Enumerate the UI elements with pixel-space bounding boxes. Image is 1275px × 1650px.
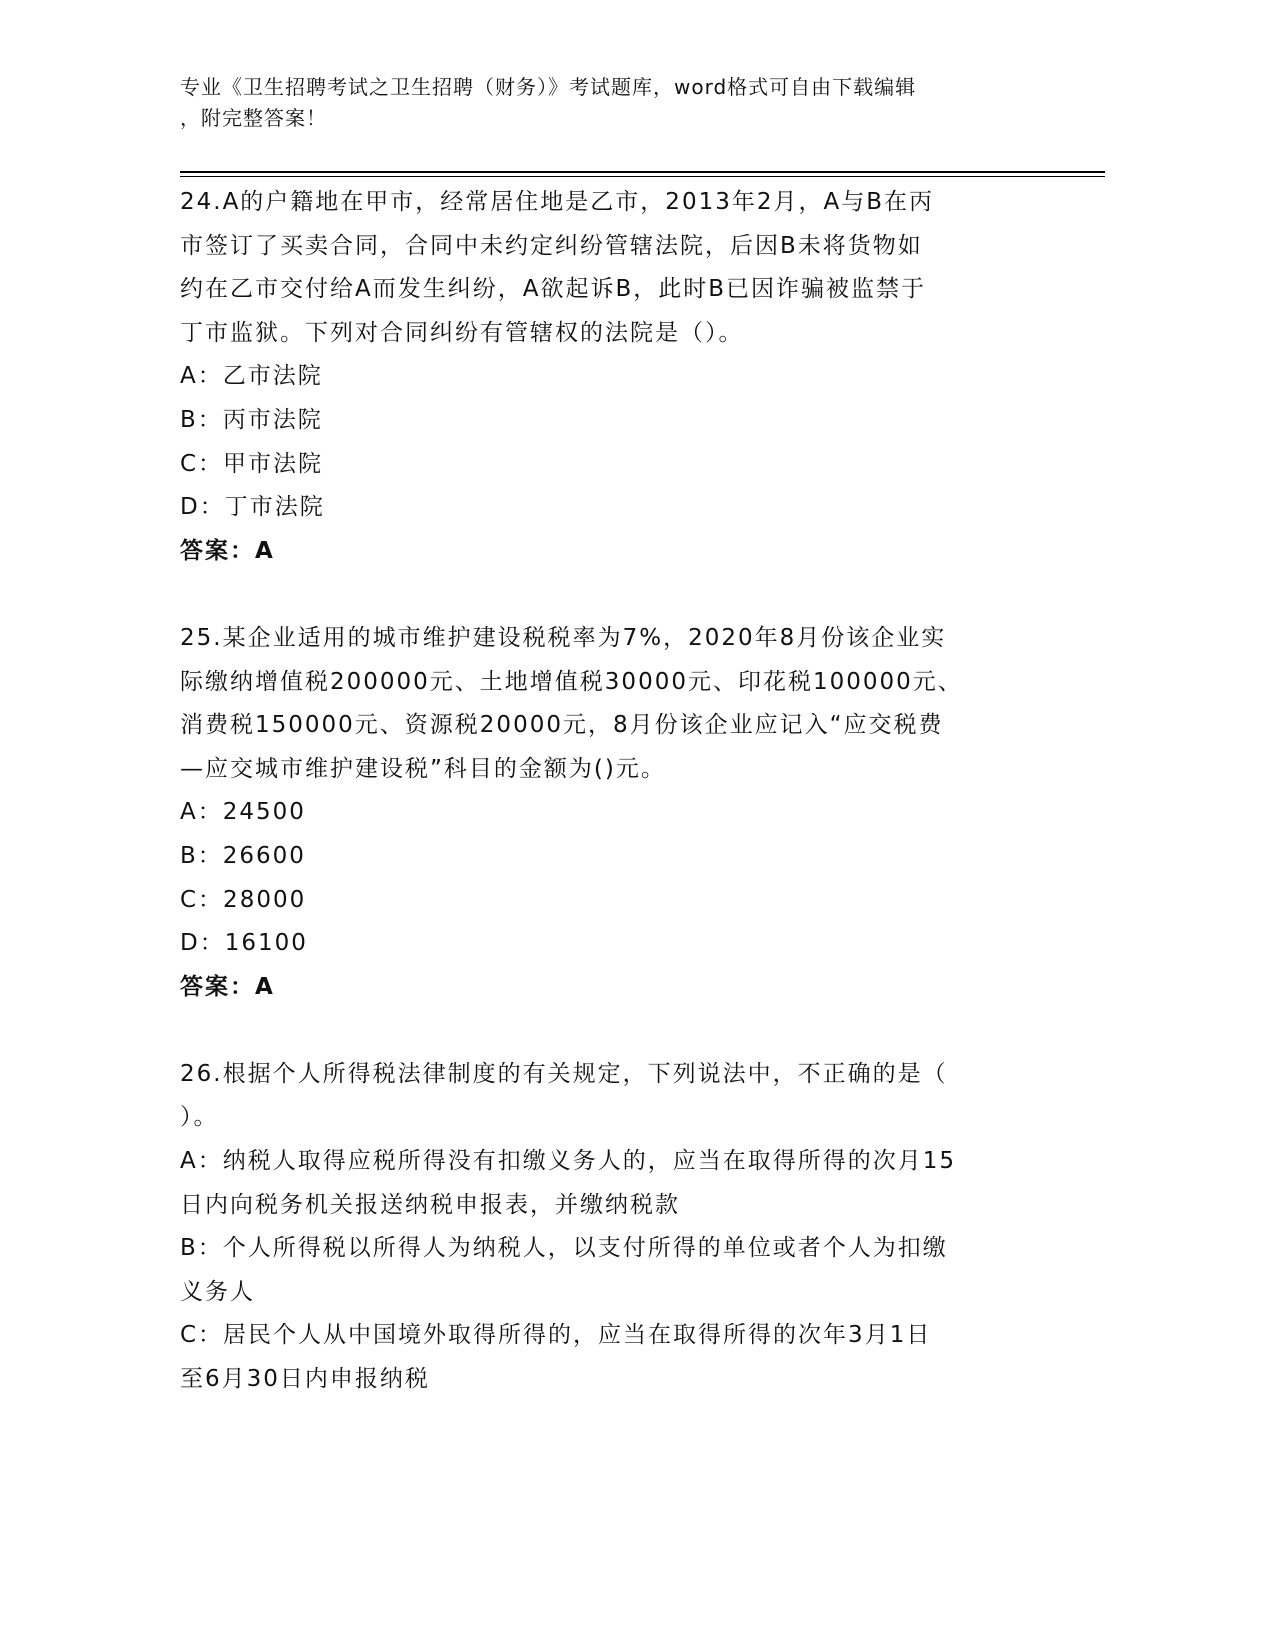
option-line: A：纳税人取得应税所得没有扣缴义务人的，应当在取得所得的次月15 (180, 1148, 957, 1175)
option-line: B：26600 (180, 842, 306, 869)
option-line: D：16100 (180, 930, 308, 957)
option-line: 义务人 (180, 1278, 255, 1305)
question-stem-line: —应交城市维护建设税”科目的金额为()元。 (180, 755, 666, 782)
question-24 (180, 181, 1080, 573)
question-stem-line: ）。 (180, 1104, 219, 1131)
option-line: C：28000 (180, 886, 307, 913)
question-stem-line: 24.A的户籍地在甲市，经常居住地是乙市，2013年2月，A与B在丙 (180, 189, 934, 215)
header-line: ，附完整答案！ (180, 106, 327, 130)
option-line: C：甲市法院 (180, 450, 324, 477)
option-line: A：24500 (180, 799, 306, 826)
option-line: B：丙市法院 (180, 406, 323, 433)
option-line: 日内向税务机关报送纳税申报表，并缴纳税款 (180, 1191, 680, 1218)
header-line: 专业《卫生招聘考试之卫生招聘（财务）》考试题库，word格式可自由下载编辑 (180, 75, 917, 99)
header-divider (180, 171, 1105, 177)
answer-label: 答案：A (180, 537, 275, 564)
answer-label: 答案：A (180, 973, 275, 1000)
question-stem-line: 市签订了买卖合同，合同中未约定纠纷管辖法院，后因B未将货物如 (180, 232, 923, 259)
option-line: C：居民个人从中国境外取得所得的，应当在取得所得的次年3月1日 (180, 1322, 932, 1349)
question-stem-line: 约在乙市交付给A而发生纠纷，A欲起诉B，此时B已因诈骗被监禁于 (180, 276, 927, 303)
question-stem-line: 26.根据个人所得税法律制度的有关规定，下列说法中，不正确的是（ (180, 1060, 948, 1087)
question-stem-line: 丁市监狱。下列对合同纠纷有管辖权的法院是（）。 (180, 319, 744, 346)
question-list (180, 181, 1080, 1445)
option-line: 至6月30日内申报纳税 (180, 1366, 430, 1393)
document-header (180, 72, 916, 134)
question-26 (180, 1053, 1080, 1402)
option-line: A：乙市法院 (180, 363, 323, 390)
option-line: B：个人所得税以所得人为纳税人，以支付所得的单位或者个人为扣缴 (180, 1235, 948, 1262)
option-line: D：丁市法院 (180, 494, 325, 521)
question-25 (180, 617, 1080, 1009)
question-stem-line: 25.某企业适用的城市维护建设税税率为7%，2020年8月份该企业实 (180, 624, 947, 651)
question-stem-line: 消费税150000元、资源税20000元，8月份该企业应记入“应交税费 (180, 712, 944, 739)
question-stem-line: 际缴纳增值税200000元、土地增值税30000元、印花税100000元、 (180, 668, 963, 695)
